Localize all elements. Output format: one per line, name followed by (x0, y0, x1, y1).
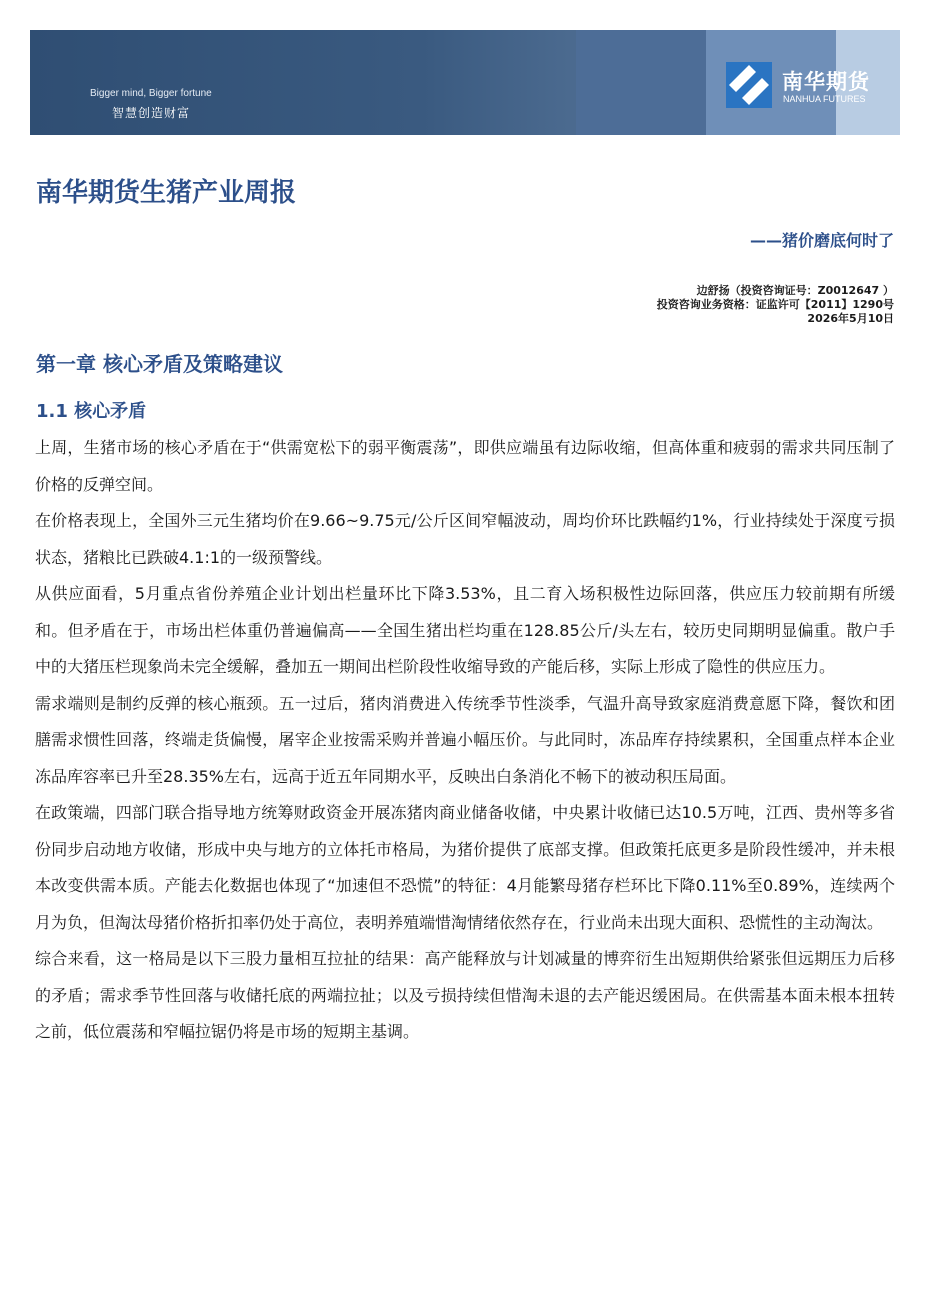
nanhua-logo-icon (726, 62, 772, 108)
report-subtitle: ——猪价磨底何时了 (749, 231, 894, 250)
slogan-english: Bigger mind, Bigger fortune (90, 88, 212, 99)
paragraph: 在价格表现上，全国外三元生猪均价在9.66~9.75元/公斤区间窄幅波动，周均价环比跌幅约1%，行业持续处于深度亏损状态，猪粮比已跌破4.1:1的一级预警线。 (35, 511, 895, 567)
chapter-heading: 第一章 核心矛盾及策略建议 (36, 352, 283, 376)
paragraph: 在政策端，四部门联合指导地方统筹财政资金开展冻猪肉商业储备收储，中央累计收储已达10.5万吨，江西、贵州等多省份同步启动地方收储，形成中央与地方的立体托市格局，为猪价提供了底部支撑。但政策托底更多是阶段性缓冲，并未根本改变供需本质。产能去化数据也体现了“加速但不恐慌”的特征：4月能繁母猪存栏环比下降0.11%至0.89%，连续两个月为负，但淘汰母猪价格折扣率仍处于高位，表明养殖端惜淘情绪依然存在，行业尚未出现大面积、恐慌性的主动淘汰。 (35, 803, 895, 932)
logo-text-chinese: 南华期货 (782, 70, 870, 94)
section-heading: 1.1 核心矛盾 (36, 401, 147, 422)
banner-block (576, 30, 706, 135)
paragraph: 上周，生猪市场的核心矛盾在于“供需宽松下的弱平衡震荡”，即供应端虽有边际收缩，但高体重和疲弱的需求共同压制了价格的反弹空间。 (35, 438, 895, 494)
report-title: 南华期货生猪产业周报 (36, 178, 297, 208)
license-line: 投资咨询业务资格：证监许可【2011】1290号 (656, 298, 894, 311)
report-meta (657, 284, 894, 326)
slogan-chinese: 智慧创造财富 (112, 106, 191, 120)
report-date: 2026年5月10日 (807, 312, 894, 325)
paragraph: 综合来看，这一格局是以下三股力量相互拉扯的结果：高产能释放与计划减量的博弈衍生出短期供给紧张但远期压力后移的矛盾；需求季节性回落与收储托底的两端拉扯；以及亏损持续但惜淘未退的去产能迟缓困局。在供需基本面未根本扭转之前，低位震荡和窄幅拉锯仍将是市场的短期主基调。 (35, 949, 895, 1041)
header-banner (30, 30, 900, 135)
author-line: 边舒扬（投资咨询证号：Z0012647 ） (696, 284, 894, 297)
logo-text-english: NANHUA FUTURES (783, 94, 866, 104)
paragraph: 需求端则是制约反弹的核心瓶颈。五一过后，猪肉消费进入传统季节性淡季，气温升高导致家庭消费意愿下降，餐饮和团膳需求惯性回落，终端走货偏慢，屠宰企业按需采购并普遍小幅压价。与此同时，冻品库存持续累积，全国重点样本企业冻品库容率已升至28.35%左右，远高于近五年同期水平，反映出白条消化不畅下的被动积压局面。 (35, 693, 895, 786)
body-text (35, 430, 895, 1051)
company-logo (726, 62, 896, 112)
paragraph: 从供应面看，5月重点省份养殖企业计划出栏量环比下降3.53%，且二育入场积极性边际回落，供应压力较前期有所缓和。但矛盾在于，市场出栏体重仍普遍偏高——全国生猪出栏均重在128.85公斤/头左右，较历史同期明显偏重。散户手中的大猪压栏现象尚未完全缓解，叠加五一期间出栏阶段性收缩导致的产能后移，实际上形成了隐性的供应压力。 (35, 584, 895, 676)
